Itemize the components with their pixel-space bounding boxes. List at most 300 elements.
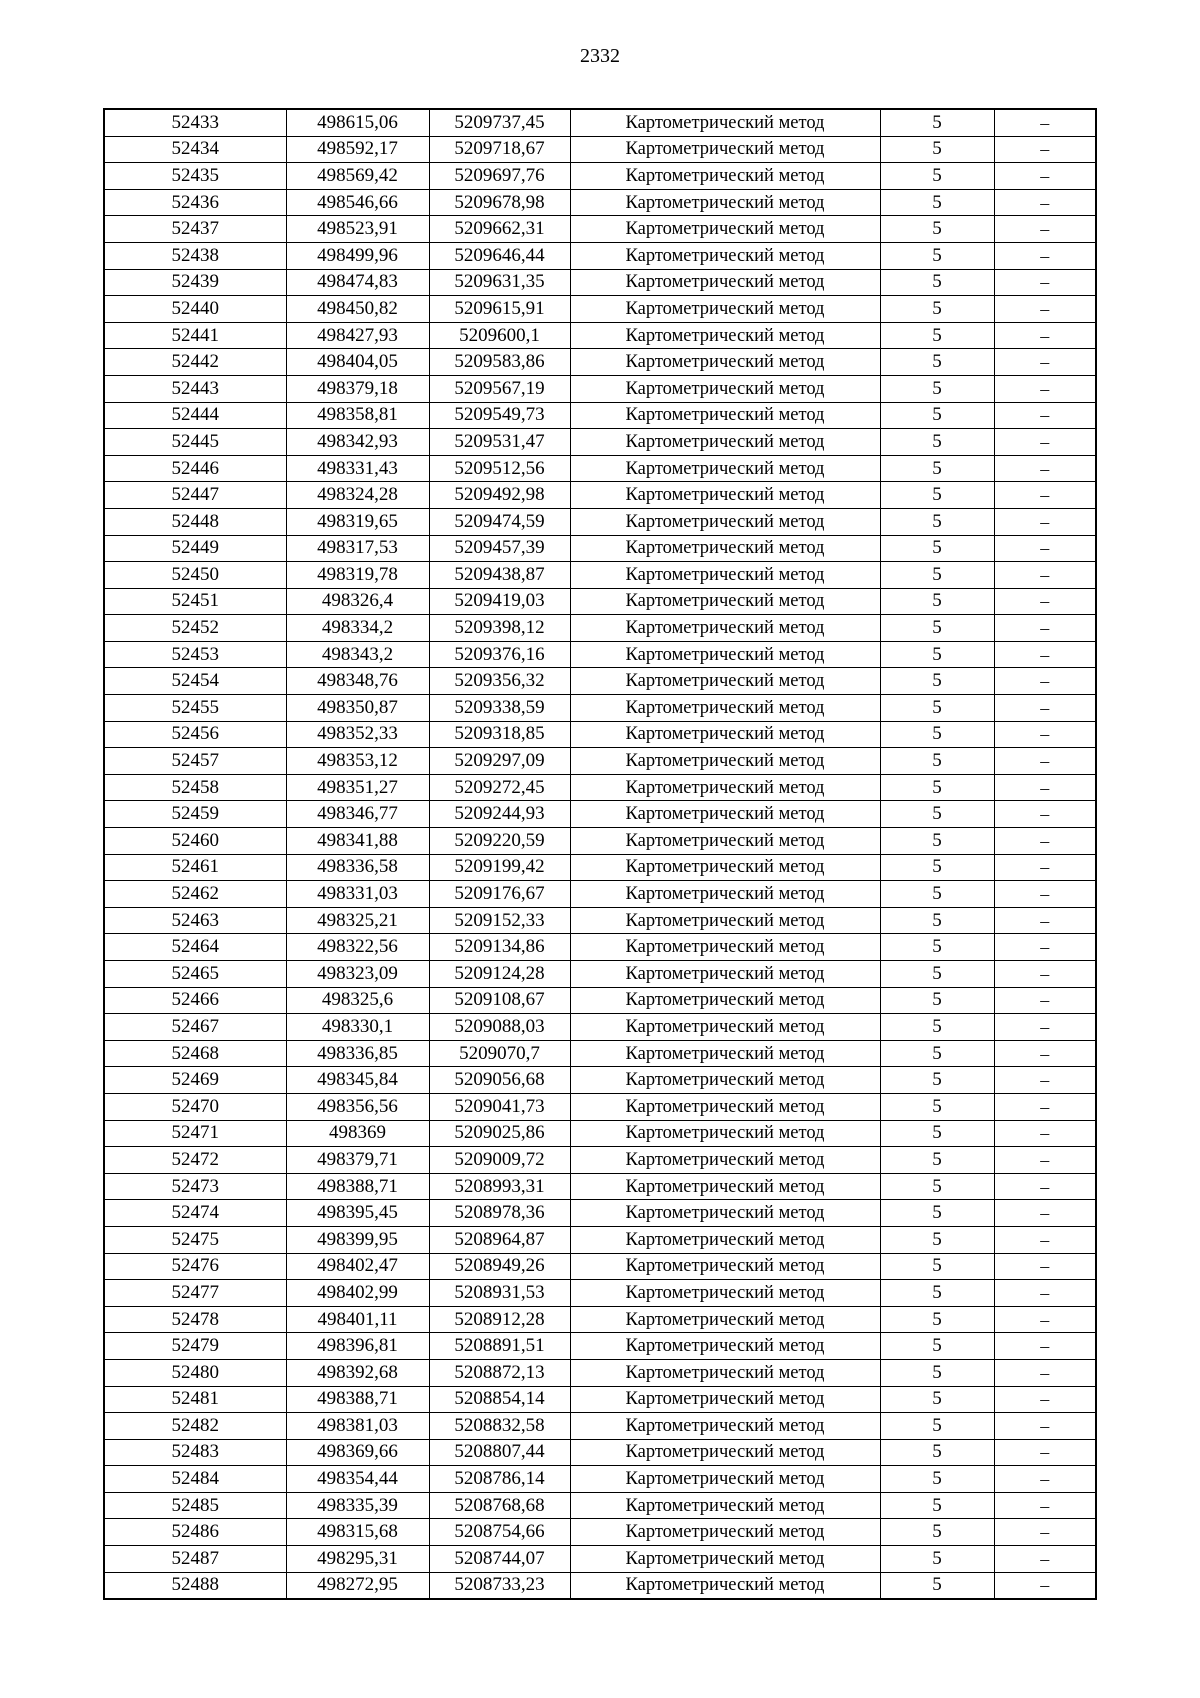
y-coordinate-cell: 5208912,28 — [429, 1306, 570, 1333]
y-coordinate-cell: 5209531,47 — [429, 429, 570, 456]
point-number-cell: 52453 — [104, 641, 286, 668]
method-cell: Картометрический метод — [570, 1333, 880, 1360]
point-number-cell: 52448 — [104, 508, 286, 535]
precision-cell: 5 — [880, 1147, 994, 1174]
precision-cell: 5 — [880, 109, 994, 136]
note-cell: – — [994, 641, 1096, 668]
point-number-cell: 52462 — [104, 881, 286, 908]
x-coordinate-cell: 498342,93 — [286, 429, 429, 456]
x-coordinate-cell: 498388,71 — [286, 1173, 429, 1200]
table-row — [104, 961, 1096, 988]
x-coordinate-cell: 498427,93 — [286, 322, 429, 349]
table-row — [104, 1226, 1096, 1253]
x-coordinate-cell: 498369 — [286, 1120, 429, 1147]
method-cell: Картометрический метод — [570, 615, 880, 642]
x-coordinate-cell: 498336,85 — [286, 1040, 429, 1067]
table-row — [104, 189, 1096, 216]
precision-cell: 5 — [880, 1014, 994, 1041]
x-coordinate-cell: 498352,33 — [286, 721, 429, 748]
x-coordinate-cell: 498388,71 — [286, 1386, 429, 1413]
point-number-cell: 52461 — [104, 854, 286, 881]
precision-cell: 5 — [880, 216, 994, 243]
y-coordinate-cell: 5209318,85 — [429, 721, 570, 748]
x-coordinate-cell: 498358,81 — [286, 402, 429, 429]
method-cell: Картометрический метод — [570, 1253, 880, 1280]
x-coordinate-cell: 498399,95 — [286, 1226, 429, 1253]
x-coordinate-cell: 498324,28 — [286, 482, 429, 509]
y-coordinate-cell: 5209244,93 — [429, 801, 570, 828]
table-row — [104, 801, 1096, 828]
note-cell: – — [994, 508, 1096, 535]
y-coordinate-cell: 5209492,98 — [429, 482, 570, 509]
point-number-cell: 52465 — [104, 961, 286, 988]
y-coordinate-cell: 5209199,42 — [429, 854, 570, 881]
method-cell: Картометрический метод — [570, 402, 880, 429]
note-cell: – — [994, 189, 1096, 216]
note-cell: – — [994, 1333, 1096, 1360]
method-cell: Картометрический метод — [570, 216, 880, 243]
y-coordinate-cell: 5209124,28 — [429, 961, 570, 988]
table-row — [104, 136, 1096, 163]
method-cell: Картометрический метод — [570, 508, 880, 535]
note-cell: – — [994, 349, 1096, 376]
y-coordinate-cell: 5208807,44 — [429, 1439, 570, 1466]
table-row — [104, 1253, 1096, 1280]
precision-cell: 5 — [880, 349, 994, 376]
precision-cell: 5 — [880, 136, 994, 163]
precision-cell: 5 — [880, 854, 994, 881]
y-coordinate-cell: 5208931,53 — [429, 1280, 570, 1307]
point-number-cell: 52484 — [104, 1466, 286, 1493]
y-coordinate-cell: 5209398,12 — [429, 615, 570, 642]
precision-cell: 5 — [880, 1093, 994, 1120]
method-cell: Картометрический метод — [570, 1040, 880, 1067]
x-coordinate-cell: 498272,95 — [286, 1572, 429, 1599]
note-cell: – — [994, 668, 1096, 695]
precision-cell: 5 — [880, 1173, 994, 1200]
note-cell: – — [994, 455, 1096, 482]
x-coordinate-cell: 498592,17 — [286, 136, 429, 163]
note-cell: – — [994, 1093, 1096, 1120]
y-coordinate-cell: 5209056,68 — [429, 1067, 570, 1094]
method-cell: Картометрический метод — [570, 1173, 880, 1200]
point-number-cell: 52468 — [104, 1040, 286, 1067]
x-coordinate-cell: 498331,03 — [286, 881, 429, 908]
x-coordinate-cell: 498334,2 — [286, 615, 429, 642]
table-row — [104, 668, 1096, 695]
x-coordinate-cell: 498326,4 — [286, 588, 429, 615]
x-coordinate-cell: 498335,39 — [286, 1492, 429, 1519]
point-number-cell: 52472 — [104, 1147, 286, 1174]
x-coordinate-cell: 498341,88 — [286, 828, 429, 855]
method-cell: Картометрический метод — [570, 961, 880, 988]
y-coordinate-cell: 5209615,91 — [429, 296, 570, 323]
method-cell: Картометрический метод — [570, 748, 880, 775]
x-coordinate-cell: 498325,6 — [286, 987, 429, 1014]
table-row — [104, 216, 1096, 243]
precision-cell: 5 — [880, 748, 994, 775]
table-row — [104, 163, 1096, 190]
precision-cell: 5 — [880, 881, 994, 908]
point-number-cell: 52456 — [104, 721, 286, 748]
point-number-cell: 52477 — [104, 1280, 286, 1307]
x-coordinate-cell: 498392,68 — [286, 1359, 429, 1386]
point-number-cell: 52454 — [104, 668, 286, 695]
point-number-cell: 52466 — [104, 987, 286, 1014]
note-cell: – — [994, 615, 1096, 642]
point-number-cell: 52450 — [104, 562, 286, 589]
note-cell: – — [994, 482, 1096, 509]
x-coordinate-cell: 498450,82 — [286, 296, 429, 323]
point-number-cell: 52479 — [104, 1333, 286, 1360]
method-cell: Картометрический метод — [570, 774, 880, 801]
precision-cell: 5 — [880, 322, 994, 349]
precision-cell: 5 — [880, 1386, 994, 1413]
precision-cell: 5 — [880, 1572, 994, 1599]
point-number-cell: 52459 — [104, 801, 286, 828]
note-cell: – — [994, 1439, 1096, 1466]
table-row — [104, 1333, 1096, 1360]
y-coordinate-cell: 5209338,59 — [429, 695, 570, 722]
method-cell: Картометрический метод — [570, 482, 880, 509]
note-cell: – — [994, 1306, 1096, 1333]
table-row — [104, 1519, 1096, 1546]
note-cell: – — [994, 1492, 1096, 1519]
table-row — [104, 1120, 1096, 1147]
table-row — [104, 854, 1096, 881]
note-cell: – — [994, 854, 1096, 881]
y-coordinate-cell: 5209272,45 — [429, 774, 570, 801]
y-coordinate-cell: 5209376,16 — [429, 641, 570, 668]
point-number-cell: 52463 — [104, 907, 286, 934]
table-row — [104, 562, 1096, 589]
point-number-cell: 52460 — [104, 828, 286, 855]
precision-cell: 5 — [880, 801, 994, 828]
precision-cell: 5 — [880, 535, 994, 562]
note-cell: – — [994, 402, 1096, 429]
note-cell: – — [994, 1546, 1096, 1573]
precision-cell: 5 — [880, 1280, 994, 1307]
precision-cell: 5 — [880, 721, 994, 748]
y-coordinate-cell: 5208733,23 — [429, 1572, 570, 1599]
precision-cell: 5 — [880, 402, 994, 429]
table-row — [104, 375, 1096, 402]
note-cell: – — [994, 562, 1096, 589]
method-cell: Картометрический метод — [570, 828, 880, 855]
y-coordinate-cell: 5209108,67 — [429, 987, 570, 1014]
x-coordinate-cell: 498317,53 — [286, 535, 429, 562]
point-number-cell: 52488 — [104, 1572, 286, 1599]
y-coordinate-cell: 5209457,39 — [429, 535, 570, 562]
method-cell: Картометрический метод — [570, 163, 880, 190]
method-cell: Картометрический метод — [570, 1386, 880, 1413]
method-cell: Картометрический метод — [570, 641, 880, 668]
y-coordinate-cell: 5209025,86 — [429, 1120, 570, 1147]
method-cell: Картометрический метод — [570, 109, 880, 136]
table-row — [104, 508, 1096, 535]
note-cell: – — [994, 322, 1096, 349]
precision-cell: 5 — [880, 1306, 994, 1333]
y-coordinate-cell: 5209134,86 — [429, 934, 570, 961]
precision-cell: 5 — [880, 1226, 994, 1253]
method-cell: Картометрический метод — [570, 349, 880, 376]
note-cell: – — [994, 774, 1096, 801]
table-row — [104, 828, 1096, 855]
x-coordinate-cell: 498401,11 — [286, 1306, 429, 1333]
x-coordinate-cell: 498499,96 — [286, 242, 429, 269]
point-number-cell: 52434 — [104, 136, 286, 163]
note-cell: – — [994, 1280, 1096, 1307]
precision-cell: 5 — [880, 269, 994, 296]
table-row — [104, 695, 1096, 722]
precision-cell: 5 — [880, 1333, 994, 1360]
method-cell: Картометрический метод — [570, 242, 880, 269]
point-number-cell: 52444 — [104, 402, 286, 429]
y-coordinate-cell: 5208854,14 — [429, 1386, 570, 1413]
x-coordinate-cell: 498356,56 — [286, 1093, 429, 1120]
method-cell: Картометрический метод — [570, 987, 880, 1014]
y-coordinate-cell: 5209697,76 — [429, 163, 570, 190]
x-coordinate-cell: 498395,45 — [286, 1200, 429, 1227]
x-coordinate-cell: 498315,68 — [286, 1519, 429, 1546]
table-row — [104, 748, 1096, 775]
x-coordinate-cell: 498369,66 — [286, 1439, 429, 1466]
x-coordinate-cell: 498322,56 — [286, 934, 429, 961]
table-row — [104, 1093, 1096, 1120]
point-number-cell: 52470 — [104, 1093, 286, 1120]
precision-cell: 5 — [880, 934, 994, 961]
point-number-cell: 52458 — [104, 774, 286, 801]
method-cell: Картометрический метод — [570, 136, 880, 163]
point-number-cell: 52476 — [104, 1253, 286, 1280]
precision-cell: 5 — [880, 296, 994, 323]
x-coordinate-cell: 498331,43 — [286, 455, 429, 482]
y-coordinate-cell: 5209718,67 — [429, 136, 570, 163]
note-cell: – — [994, 535, 1096, 562]
method-cell: Картометрический метод — [570, 854, 880, 881]
note-cell: – — [994, 1120, 1096, 1147]
table-row — [104, 1200, 1096, 1227]
note-cell: – — [994, 1040, 1096, 1067]
precision-cell: 5 — [880, 163, 994, 190]
table-row — [104, 1067, 1096, 1094]
method-cell: Картометрический метод — [570, 1413, 880, 1440]
y-coordinate-cell: 5209220,59 — [429, 828, 570, 855]
table-row — [104, 588, 1096, 615]
note-cell: – — [994, 1173, 1096, 1200]
point-number-cell: 52438 — [104, 242, 286, 269]
precision-cell: 5 — [880, 1439, 994, 1466]
y-coordinate-cell: 5209583,86 — [429, 349, 570, 376]
table-row — [104, 1359, 1096, 1386]
y-coordinate-cell: 5208768,68 — [429, 1492, 570, 1519]
precision-cell: 5 — [880, 1413, 994, 1440]
point-number-cell: 52457 — [104, 748, 286, 775]
method-cell: Картометрический метод — [570, 721, 880, 748]
y-coordinate-cell: 5209737,45 — [429, 109, 570, 136]
x-coordinate-cell: 498323,09 — [286, 961, 429, 988]
y-coordinate-cell: 5209567,19 — [429, 375, 570, 402]
table-row — [104, 1492, 1096, 1519]
note-cell: – — [994, 961, 1096, 988]
point-number-cell: 52478 — [104, 1306, 286, 1333]
method-cell: Картометрический метод — [570, 562, 880, 589]
y-coordinate-cell: 5209176,67 — [429, 881, 570, 908]
y-coordinate-cell: 5209512,56 — [429, 455, 570, 482]
note-cell: – — [994, 1067, 1096, 1094]
x-coordinate-cell: 498353,12 — [286, 748, 429, 775]
table-row — [104, 1466, 1096, 1493]
precision-cell: 5 — [880, 1519, 994, 1546]
note-cell: – — [994, 136, 1096, 163]
note-cell: – — [994, 1014, 1096, 1041]
point-number-cell: 52447 — [104, 482, 286, 509]
x-coordinate-cell: 498404,05 — [286, 349, 429, 376]
point-number-cell: 52437 — [104, 216, 286, 243]
x-coordinate-cell: 498330,1 — [286, 1014, 429, 1041]
method-cell: Картометрический метод — [570, 1014, 880, 1041]
method-cell: Картометрический метод — [570, 1359, 880, 1386]
table-row — [104, 641, 1096, 668]
table-row — [104, 774, 1096, 801]
method-cell: Картометрический метод — [570, 695, 880, 722]
note-cell: – — [994, 987, 1096, 1014]
y-coordinate-cell: 5209631,35 — [429, 269, 570, 296]
note-cell: – — [994, 881, 1096, 908]
y-coordinate-cell: 5208744,07 — [429, 1546, 570, 1573]
note-cell: – — [994, 242, 1096, 269]
table-row — [104, 429, 1096, 456]
method-cell: Картометрический метод — [570, 455, 880, 482]
point-number-cell: 52486 — [104, 1519, 286, 1546]
note-cell: – — [994, 801, 1096, 828]
method-cell: Картометрический метод — [570, 269, 880, 296]
table-row — [104, 455, 1096, 482]
table-row — [104, 296, 1096, 323]
point-number-cell: 52445 — [104, 429, 286, 456]
precision-cell: 5 — [880, 774, 994, 801]
y-coordinate-cell: 5208786,14 — [429, 1466, 570, 1493]
precision-cell: 5 — [880, 828, 994, 855]
note-cell: – — [994, 163, 1096, 190]
x-coordinate-cell: 498346,77 — [286, 801, 429, 828]
point-number-cell: 52439 — [104, 269, 286, 296]
method-cell: Картометрический метод — [570, 1439, 880, 1466]
method-cell: Картометрический метод — [570, 1093, 880, 1120]
table-row — [104, 402, 1096, 429]
x-coordinate-cell: 498348,76 — [286, 668, 429, 695]
x-coordinate-cell: 498345,84 — [286, 1067, 429, 1094]
precision-cell: 5 — [880, 455, 994, 482]
y-coordinate-cell: 5209549,73 — [429, 402, 570, 429]
precision-cell: 5 — [880, 695, 994, 722]
method-cell: Картометрический метод — [570, 881, 880, 908]
precision-cell: 5 — [880, 987, 994, 1014]
method-cell: Картометрический метод — [570, 1492, 880, 1519]
point-number-cell: 52443 — [104, 375, 286, 402]
note-cell: – — [994, 1200, 1096, 1227]
point-number-cell: 52452 — [104, 615, 286, 642]
note-cell: – — [994, 429, 1096, 456]
table-row — [104, 322, 1096, 349]
note-cell: – — [994, 1253, 1096, 1280]
precision-cell: 5 — [880, 641, 994, 668]
x-coordinate-cell: 498569,42 — [286, 163, 429, 190]
table-row — [104, 1439, 1096, 1466]
point-number-cell: 52469 — [104, 1067, 286, 1094]
x-coordinate-cell: 498379,71 — [286, 1147, 429, 1174]
table-row — [104, 109, 1096, 136]
precision-cell: 5 — [880, 1200, 994, 1227]
note-cell: – — [994, 1386, 1096, 1413]
method-cell: Картометрический метод — [570, 588, 880, 615]
method-cell: Картометрический метод — [570, 1572, 880, 1599]
y-coordinate-cell: 5209438,87 — [429, 562, 570, 589]
x-coordinate-cell: 498351,27 — [286, 774, 429, 801]
x-coordinate-cell: 498350,87 — [286, 695, 429, 722]
point-number-cell: 52483 — [104, 1439, 286, 1466]
method-cell: Картометрический метод — [570, 1519, 880, 1546]
method-cell: Картометрический метод — [570, 1280, 880, 1307]
precision-cell: 5 — [880, 1120, 994, 1147]
method-cell: Картометрический метод — [570, 535, 880, 562]
method-cell: Картометрический метод — [570, 907, 880, 934]
table-row — [104, 535, 1096, 562]
method-cell: Картометрический метод — [570, 296, 880, 323]
point-number-cell: 52487 — [104, 1546, 286, 1573]
y-coordinate-cell: 5209646,44 — [429, 242, 570, 269]
table-row — [104, 881, 1096, 908]
precision-cell: 5 — [880, 907, 994, 934]
table-row — [104, 269, 1096, 296]
table-row — [104, 1546, 1096, 1573]
y-coordinate-cell: 5208964,87 — [429, 1226, 570, 1253]
method-cell: Картометрический метод — [570, 429, 880, 456]
table-row — [104, 1014, 1096, 1041]
precision-cell: 5 — [880, 429, 994, 456]
note-cell: – — [994, 1147, 1096, 1174]
point-number-cell: 52436 — [104, 189, 286, 216]
precision-cell: 5 — [880, 1466, 994, 1493]
table-row — [104, 1386, 1096, 1413]
coordinates-table — [103, 108, 1097, 1600]
x-coordinate-cell: 498325,21 — [286, 907, 429, 934]
y-coordinate-cell: 5209009,72 — [429, 1147, 570, 1174]
y-coordinate-cell: 5209474,59 — [429, 508, 570, 535]
note-cell: – — [994, 1413, 1096, 1440]
y-coordinate-cell: 5208891,51 — [429, 1333, 570, 1360]
precision-cell: 5 — [880, 562, 994, 589]
point-number-cell: 52485 — [104, 1492, 286, 1519]
note-cell: – — [994, 109, 1096, 136]
note-cell: – — [994, 721, 1096, 748]
point-number-cell: 52442 — [104, 349, 286, 376]
method-cell: Картометрический метод — [570, 668, 880, 695]
page-number: 2332 — [580, 45, 620, 67]
precision-cell: 5 — [880, 1253, 994, 1280]
note-cell: – — [994, 1466, 1096, 1493]
point-number-cell: 52433 — [104, 109, 286, 136]
precision-cell: 5 — [880, 1546, 994, 1573]
precision-cell: 5 — [880, 189, 994, 216]
x-coordinate-cell: 498319,65 — [286, 508, 429, 535]
note-cell: – — [994, 695, 1096, 722]
point-number-cell: 52435 — [104, 163, 286, 190]
y-coordinate-cell: 5209419,03 — [429, 588, 570, 615]
note-cell: – — [994, 269, 1096, 296]
method-cell: Картометрический метод — [570, 801, 880, 828]
table-row — [104, 615, 1096, 642]
